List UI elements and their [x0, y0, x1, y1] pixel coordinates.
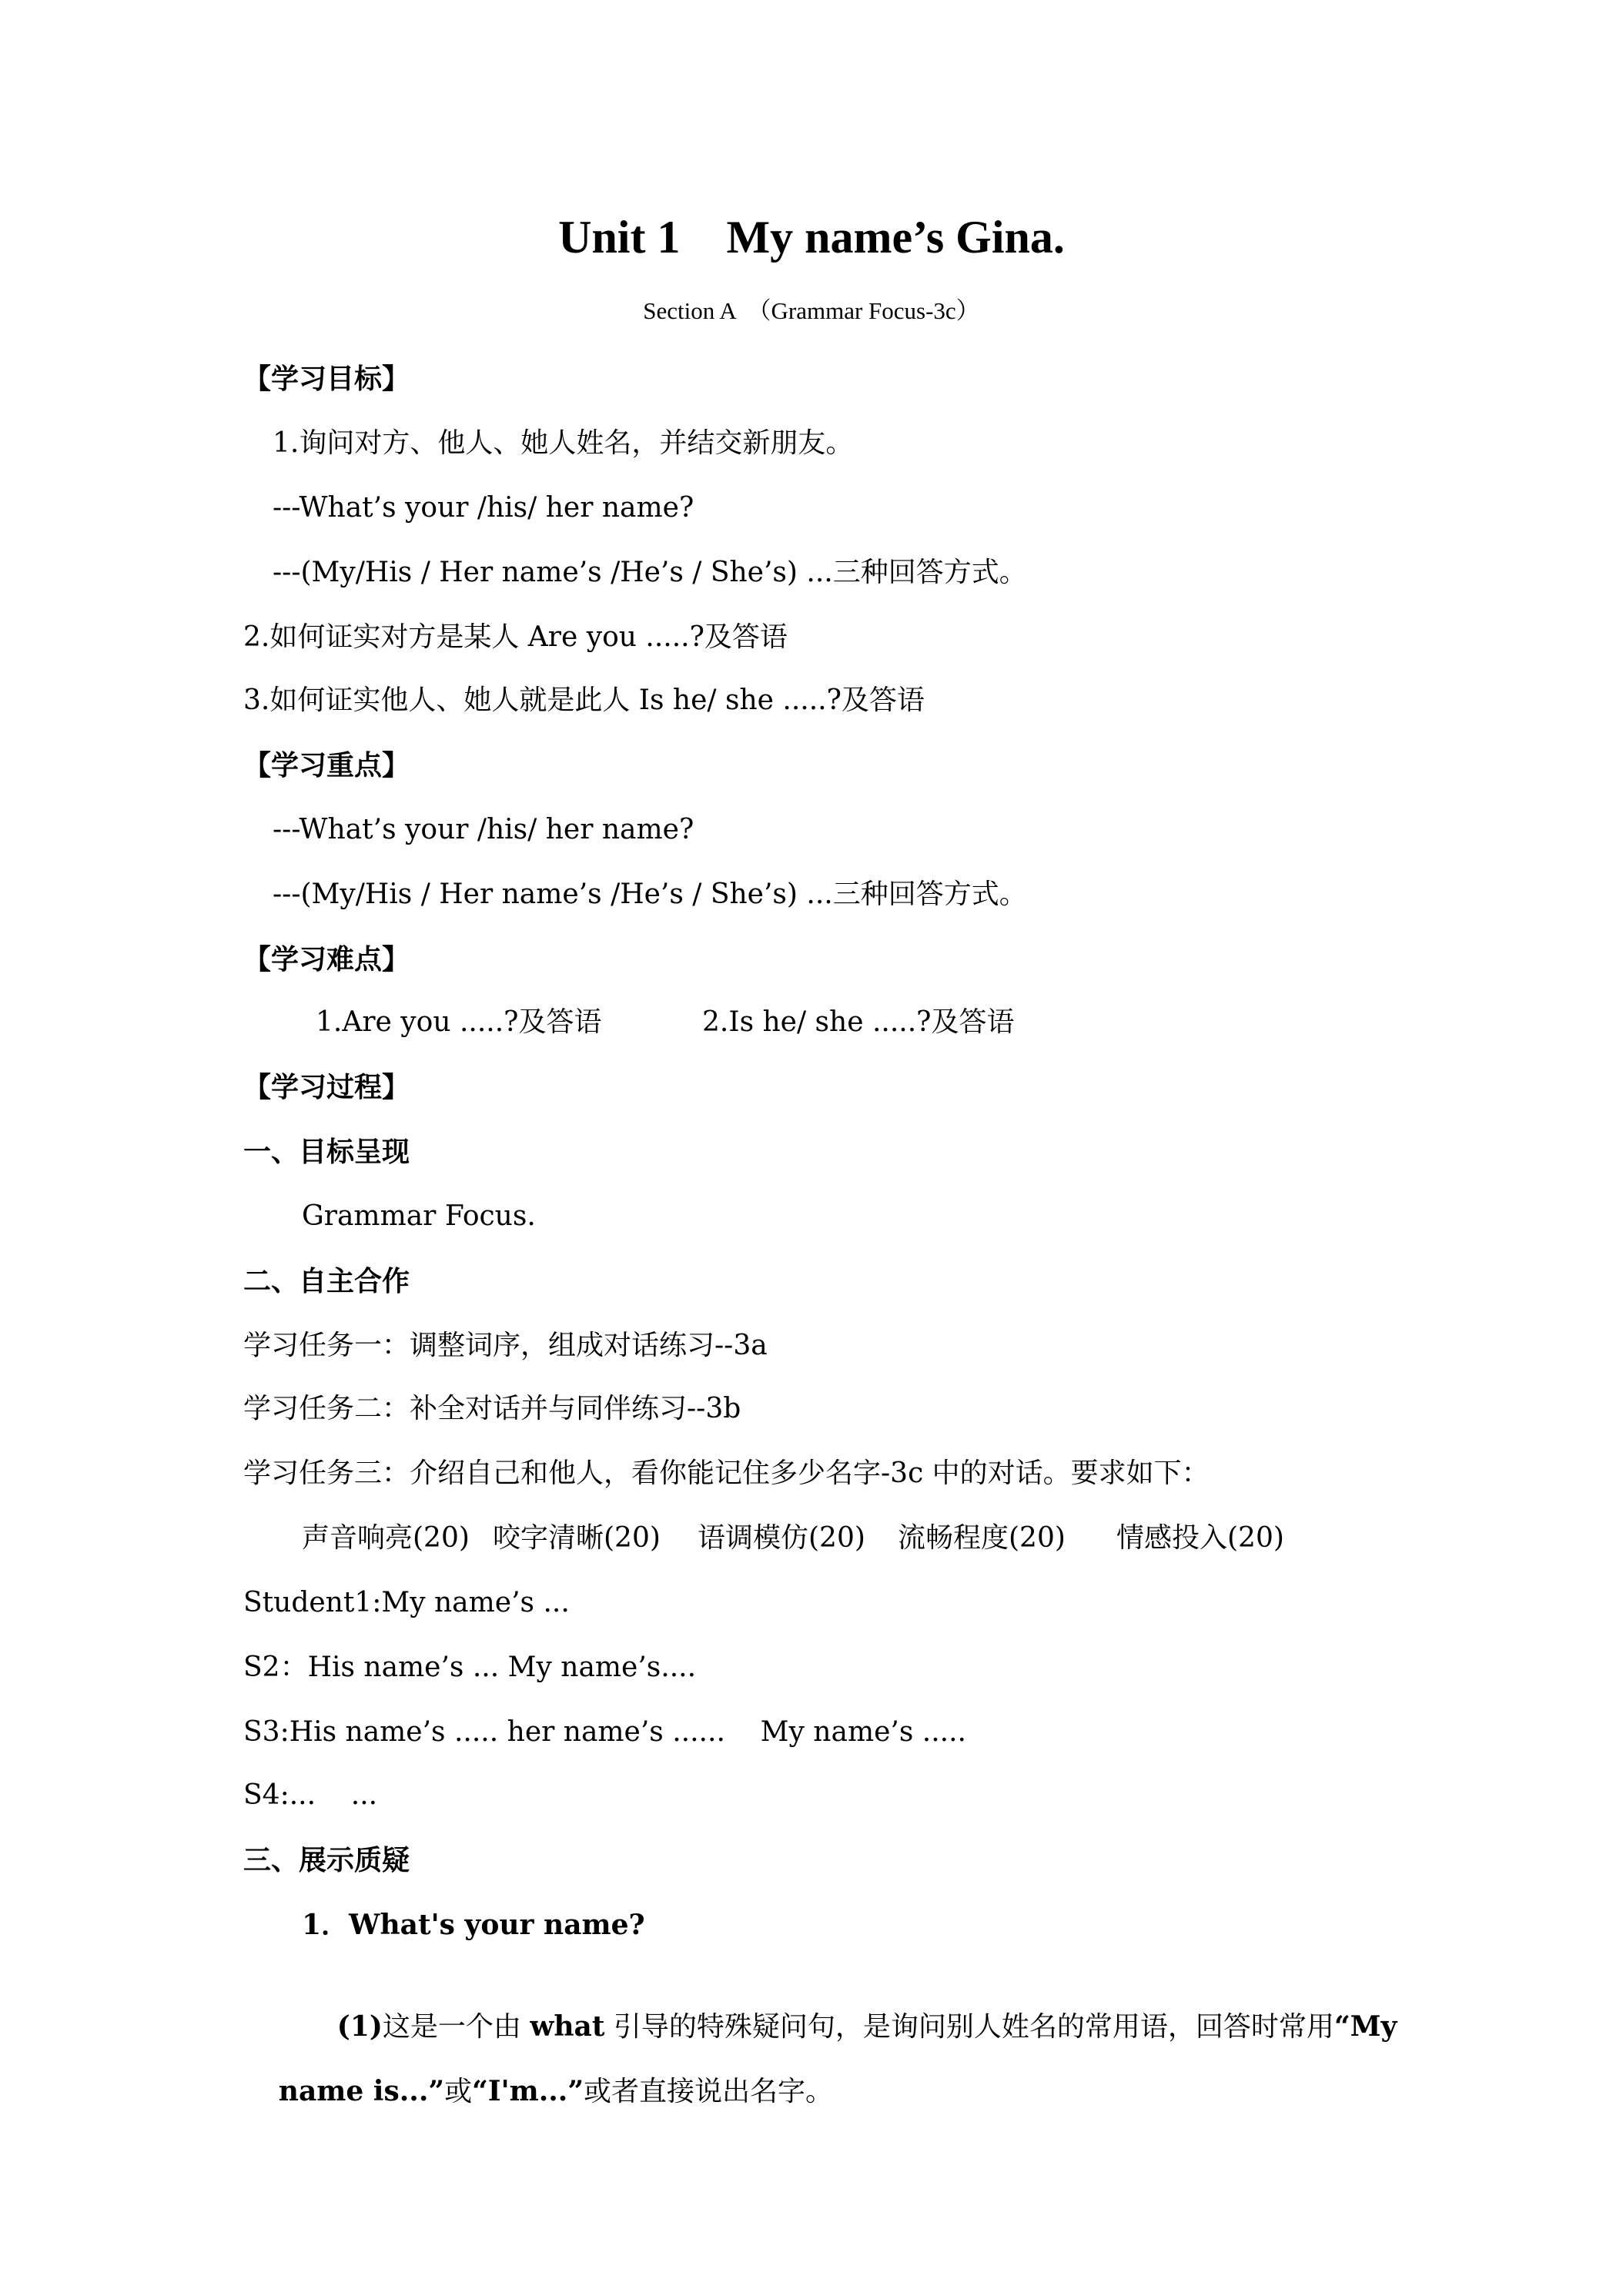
- goal-1-answer: ---(My/His / Her name’s /He’s / She’s) ...三种回答方式。: [273, 557, 1027, 588]
- note-1-line-2: [243, 2036, 833, 2147]
- heading-key-points: 【学习重点】: [243, 749, 410, 782]
- point-1-heading: 1．What's your name?: [302, 1909, 645, 1941]
- goal-1: 1.询问对方、他人、她人姓名，并结交新朋友。: [273, 427, 854, 459]
- heading-difficult-points: 【学习难点】: [243, 943, 410, 976]
- note-text: 或: [444, 2076, 473, 2107]
- note-example: name is...”: [278, 2075, 445, 2107]
- note-example: “My: [1334, 2010, 1397, 2043]
- task-3: 学习任务三：介绍自己和他人，看你能记住多少名字-3c 中的对话。要求如下：: [243, 1458, 1210, 1489]
- criteria-item: 语调模仿(20): [698, 1522, 865, 1554]
- page-subtitle: Section A （Grammar Focus-3c）: [643, 297, 980, 324]
- section-1-text: Grammar Focus.: [302, 1200, 536, 1232]
- goal-2: 2.如何证实对方是某人 Are you .....?及答语: [243, 621, 788, 653]
- section-3-heading: 三、展示质疑: [243, 1844, 410, 1876]
- dialogue-student1: Student1:My name’s ...: [243, 1587, 570, 1618]
- note-number: (1): [336, 2010, 383, 2043]
- heading-learning-process: 【学习过程】: [243, 1071, 410, 1103]
- note-text: 引导的特殊疑问句，是询问别人姓名的常用语，回答时常用: [604, 2011, 1334, 2043]
- section-1-heading: 一、目标呈现: [243, 1136, 410, 1168]
- heading-learning-goals: 【学习目标】: [243, 363, 410, 395]
- note-example: “I'm...”: [472, 2075, 584, 2107]
- criteria-item: 声音响亮(20): [302, 1522, 470, 1554]
- note-keyword-what: what: [530, 2010, 605, 2043]
- note-text: 这是一个由: [382, 2011, 530, 2043]
- task-1: 学习任务一：调整词序，组成对话练习--3a: [243, 1330, 768, 1361]
- dialogue-s2: S2：His name’s ... My name’s....: [243, 1652, 697, 1683]
- dialogue-s3: S3:His name’s ..... her name’s ...... My name’s .....: [243, 1716, 966, 1748]
- criteria-item: 咬字清晰(20): [493, 1522, 661, 1554]
- criteria-row: [0, 1520, 1623, 1557]
- dialogue-s4: S4:... ...: [243, 1779, 378, 1811]
- key-answer: ---(My/His / Her name’s /He’s / She’s) ...三种回答方式。: [273, 879, 1027, 910]
- goal-3: 3.如何证实他人、她人就是此人 Is he/ she .....?及答语: [243, 684, 925, 716]
- difficult-2: 2.Is he/ she .....?及答语: [702, 1006, 1015, 1038]
- section-2-heading: 二、自主合作: [243, 1265, 410, 1297]
- criteria-item: 情感投入(20): [1116, 1522, 1284, 1554]
- note-text: 或者直接说出名字。: [584, 2076, 834, 2107]
- criteria-item: 流畅程度(20): [898, 1522, 1066, 1554]
- goal-1-question: ---What’s your /his/ her name?: [273, 492, 694, 524]
- page-title: Unit 1 My name’s Gina.: [558, 212, 1065, 263]
- key-question: ---What’s your /his/ her name?: [273, 814, 694, 845]
- task-2: 学习任务二：补全对话并与同伴练习--3b: [243, 1393, 741, 1424]
- difficult-1: 1.Are you .....?及答语: [316, 1006, 602, 1038]
